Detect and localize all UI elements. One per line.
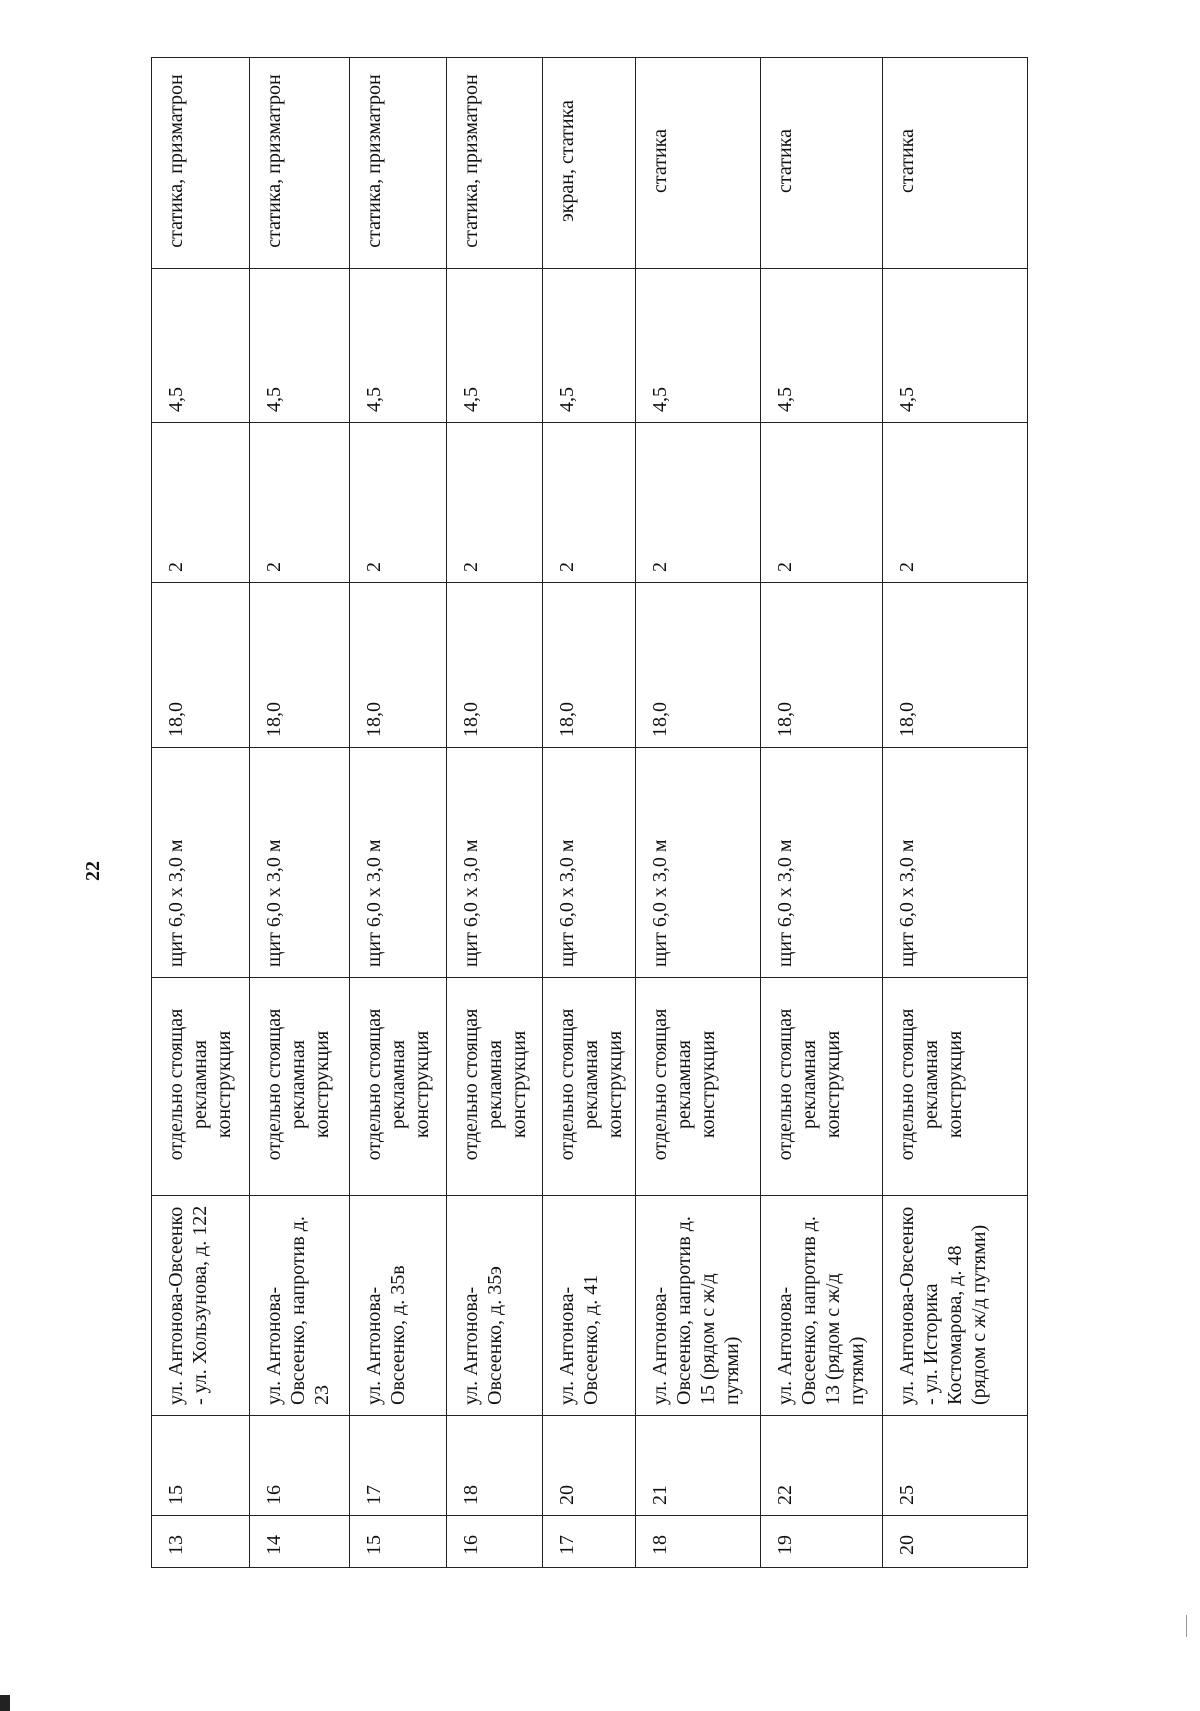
cell-row-number: 15 [350, 1516, 447, 1568]
table-row [447, 58, 543, 1568]
cell-sides: 2 [883, 423, 1028, 583]
cell-address: ул. Антонова-Овсеенко, напротив д. 13 (рядом с ж/д путями) [761, 1196, 883, 1416]
cell-sides: 2 [250, 423, 350, 583]
cell-address: ул. Антонова-Овсеенко, д. 41 [543, 1196, 636, 1416]
cell-structure-type: отдельно стоящая рекламная конструкция [761, 978, 883, 1196]
cell-row-number: 20 [883, 1516, 1028, 1568]
cell-height: 4,5 [883, 269, 1028, 423]
cell-technology: статика, призматрон [152, 58, 250, 269]
cell-structure-id: 18 [447, 1416, 543, 1516]
cell-technology: статика, призматрон [447, 58, 543, 269]
scan-edge-mark [1186, 1615, 1187, 1637]
table-row [350, 58, 447, 1568]
cell-structure-id: 22 [761, 1416, 883, 1516]
cell-address: ул. Антонова-Овсеенко, напротив д. 15 (рядом с ж/д путями) [636, 1196, 761, 1416]
cell-structure-id: 17 [350, 1416, 447, 1516]
cell-height: 4,5 [350, 269, 447, 423]
cell-structure-type: отдельно стоящая рекламная конструкция [543, 978, 636, 1196]
table-row [636, 58, 761, 1568]
cell-sides: 2 [636, 423, 761, 583]
cell-sides: 2 [543, 423, 636, 583]
table-row [152, 58, 250, 1568]
cell-area: 18,0 [350, 583, 447, 748]
cell-format: щит 6,0 х 3,0 м [152, 748, 250, 978]
cell-address: ул. Антонова-Овсеенко, д. 35в [350, 1196, 447, 1416]
cell-sides: 2 [447, 423, 543, 583]
table-row [761, 58, 883, 1568]
cell-height: 4,5 [543, 269, 636, 423]
cell-address: ул. Антонова-Овсеенко - ул. Хользунова, д. 122 [152, 1196, 250, 1416]
cell-structure-id: 25 [883, 1416, 1028, 1516]
advertising-structures-table [151, 57, 1028, 1568]
cell-technology: экран, статика [543, 58, 636, 269]
cell-structure-type: отдельно стоящая рекламная конструкция [250, 978, 350, 1196]
cell-format: щит 6,0 х 3,0 м [636, 748, 761, 978]
cell-row-number: 19 [761, 1516, 883, 1568]
cell-row-number: 18 [636, 1516, 761, 1568]
cell-technology: статика [883, 58, 1028, 269]
cell-height: 4,5 [250, 269, 350, 423]
scan-edge-mark [0, 1695, 10, 1711]
cell-area: 18,0 [447, 583, 543, 748]
cell-address: ул. Антонова-Овсеенко, напротив д. 23 [250, 1196, 350, 1416]
page-number: 22 [82, 861, 104, 881]
cell-structure-type: отдельно стоящая рекламная конструкция [350, 978, 447, 1196]
cell-address: ул. Антонова-Овсеенко - ул. Историка Костомарова, д. 48 (рядом с ж/д путями) [883, 1196, 1028, 1416]
cell-technology: статика [636, 58, 761, 269]
cell-sides: 2 [350, 423, 447, 583]
cell-technology: статика, призматрон [350, 58, 447, 269]
cell-technology: статика [761, 58, 883, 269]
cell-row-number: 16 [447, 1516, 543, 1568]
cell-structure-id: 21 [636, 1416, 761, 1516]
cell-structure-type: отдельно стоящая рекламная конструкция [883, 978, 1028, 1196]
cell-area: 18,0 [636, 583, 761, 748]
cell-sides: 2 [152, 423, 250, 583]
cell-structure-type: отдельно стоящая рекламная конструкция [636, 978, 761, 1196]
cell-format: щит 6,0 х 3,0 м [543, 748, 636, 978]
cell-area: 18,0 [883, 583, 1028, 748]
cell-area: 18,0 [250, 583, 350, 748]
cell-area: 18,0 [543, 583, 636, 748]
cell-area: 18,0 [761, 583, 883, 748]
cell-height: 4,5 [152, 269, 250, 423]
cell-height: 4,5 [447, 269, 543, 423]
cell-format: щит 6,0 х 3,0 м [447, 748, 543, 978]
cell-structure-id: 16 [250, 1416, 350, 1516]
cell-structure-id: 15 [152, 1416, 250, 1516]
cell-area: 18,0 [152, 583, 250, 748]
cell-sides: 2 [761, 423, 883, 583]
table-row [250, 58, 350, 1568]
cell-row-number: 17 [543, 1516, 636, 1568]
cell-row-number: 13 [152, 1516, 250, 1568]
cell-address: ул. Антонова-Овсеенко, д. 35э [447, 1196, 543, 1416]
cell-technology: статика, призматрон [250, 58, 350, 269]
table-row [883, 58, 1028, 1568]
cell-height: 4,5 [636, 269, 761, 423]
cell-height: 4,5 [761, 269, 883, 423]
cell-structure-id: 20 [543, 1416, 636, 1516]
cell-format: щит 6,0 х 3,0 м [761, 748, 883, 978]
cell-format: щит 6,0 х 3,0 м [883, 748, 1028, 978]
cell-structure-type: отдельно стоящая рекламная конструкция [447, 978, 543, 1196]
cell-structure-type: отдельно стоящая рекламная конструкция [152, 978, 250, 1196]
cell-row-number: 14 [250, 1516, 350, 1568]
cell-format: щит 6,0 х 3,0 м [350, 748, 447, 978]
table-row [543, 58, 636, 1568]
cell-format: щит 6,0 х 3,0 м [250, 748, 350, 978]
